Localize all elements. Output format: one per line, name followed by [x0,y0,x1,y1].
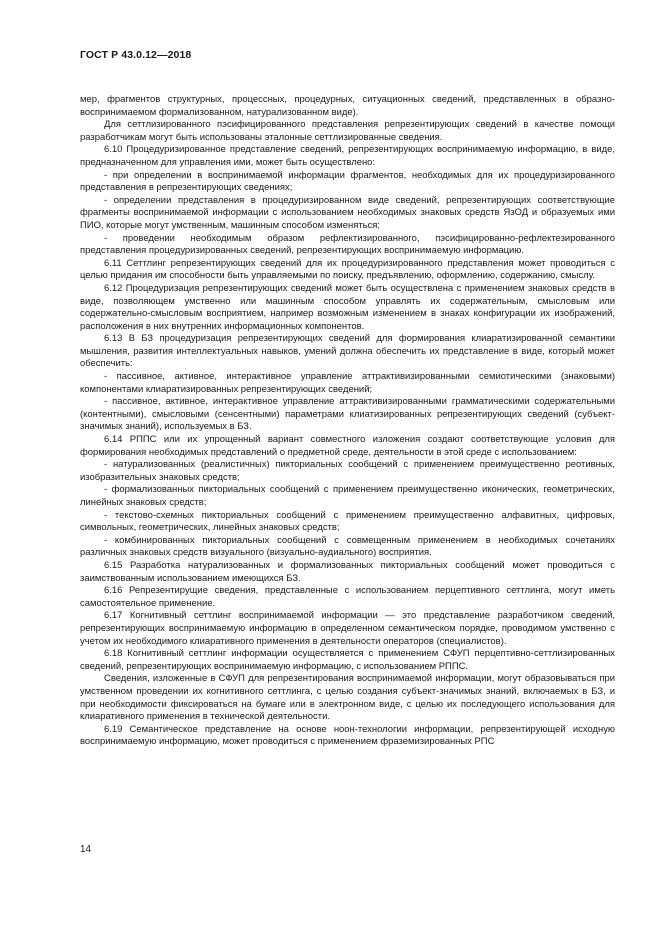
list-item: - проведении необходимым образом рефлектизированного, пэсифицированно-рефлектезированного представления процедуризированных сведений, репрезентирующих воспринимаемую информацию. [80,232,615,257]
list-item: - комбинированных пикториальных сообщений с совмещенным применением в необходимых сочетаниях различных знаковых средств визуального (визуально-аудиального) восприятия. [80,534,615,559]
paragraph: 6.17 Когнитивный сеттлинг воспринимаемой информации — это представление разработчиком сведений, репрезентирующих воспринимаемую информацию в определенном семантическом порядке, проводимом умственно с учетом их необходимого клиаративного применения в деятельности операторов (специалистов). [80,610,615,647]
list-item: - пассивное, активное, интерактивное управление аттрактивизированными семиотическими (знаковыми) компонентами клиаратизированных репрезентирующих сведений; [80,371,615,395]
paragraph: Для сеттлизированного пэсифицированного представления репрезентирующих сведений в качестве помощи разработчикам могут быть использованы эталонные сеттлизированные сведения. [80,119,615,143]
list-item: - пассивное, активное, интерактивное управление аттрактивизированными грамматическими содержательными (контентными), смысловыми (сенсентными) параметрами клиатизированных репрезентирующих сведений (субъект-значимых знаний), используемых в БЗ. [80,396,615,433]
document-body [80,94,615,749]
paragraph: мер, фрагментов структурных, процессных, процедурных, ситуационных сведений, представленных в образно-воспринимаемом формализованном, натурализованном виде). [80,94,615,118]
paragraph: 6.19 Семантическое представление на основе ноон-технологии информации, репрезентирующей исходную воспринимаемую информацию, может проводиться с применением фраземизированных РПС [80,723,615,748]
paragraph: 6.13 В БЗ процедуризация репрезентирующих сведений для формирования клиаратизированной семантики мышления, развития интеллектуальных навыков, умений должна обеспечить их представление в виде, который может обеспечить: [80,333,615,370]
list-item: - формализованных пикториальных сообщений с применением преимущественно иконических, геометрических, линейных знаковых средств; [80,484,615,508]
page-number: 14 [80,844,92,855]
paragraph: 6.12 Процедуризация репрезентирующих сведений может быть осуществлена с применением знаковых средств в виде, позволяющем умственно или машинным способом управлять их содержательным, смысловым или содержательно-смысловым восприятием, например возможным изменением в знаках конфигурации их изображений, расположения в них внутренних информационных компонентов. [80,282,615,332]
paragraph: Сведения, изложенные в СФУП для репрезентирования воспринимаемой информации, могут образовываться при умственном проведении их когнитивного сеттлинга, с целью создания субъект-значимых знаний, включаемых в БЗ, и при необходимости фиксироваться на бумаге или в электронном виде, с целью их последующего использования для клиаративного применения в технической деятельности. [80,673,615,723]
paragraph: 6.15 Разработка натурализованных и формализованных пикториальных сообщений может проводиться с заимствованным использованием имеющихся БЗ. [80,559,615,584]
list-item: - текстово-схемных пикториальных сообщений с применением преимущественно алфавитных, цифровых, символьных, геометрических, линейных знаковых средств; [80,509,615,534]
list-item: - при определении в воспринимаемой информации фрагментов, необходимых для их процедуризированного представления в репрезентирующих сведениях; [80,169,615,194]
paragraph: 6.18 Когнитивный сеттлинг информации осуществляется с применением СФУП перцептивно-сеттлизированных сведений, репрезентирующих воспринимаемую информацию, с использованием РППС. [80,648,615,672]
list-item: - натурализованных (реалистичных) пикториальных сообщений с применением преимущественно реотивных, изобразительных знаковых средств; [80,459,615,483]
paragraph: 6.10 Процедуризированное представление сведений, репрезентирующих воспринимаемую информацию, в виде, предназначенном для управления ими, может быть осуществлено: [80,144,615,168]
list-item: - определении представления в процедуризированном виде сведений, репрезентирующих соответствующие фрагменты воспринимаемой информации с использованием необходимых знаковых средств ЯзОД и образуемых ими ПИО, которые могут умственным, машинным способом изменяться; [80,194,615,231]
paragraph: 6.16 Репрезентирущие сведения, представленные с использованием перцептивного сеттлинга, могут иметь самостоятельное применение. [80,585,615,609]
document-header: ГОСТ Р 43.0.12—2018 [80,49,192,61]
paragraph: 6.11 Сеттлинг репрезентирующих сведений для их процедуризированного представления может проводиться с целью придания им способности быть управляемыми по поиску, предъявлению, оформлению, содержанию, смыслу. [80,257,615,282]
paragraph: 6.14 РППС или их упрощенный вариант совместного изложения создают соответствующие условия для формирования необходимых представлений о предметной среде, деятельности в этой среде с использованием: [80,434,615,458]
